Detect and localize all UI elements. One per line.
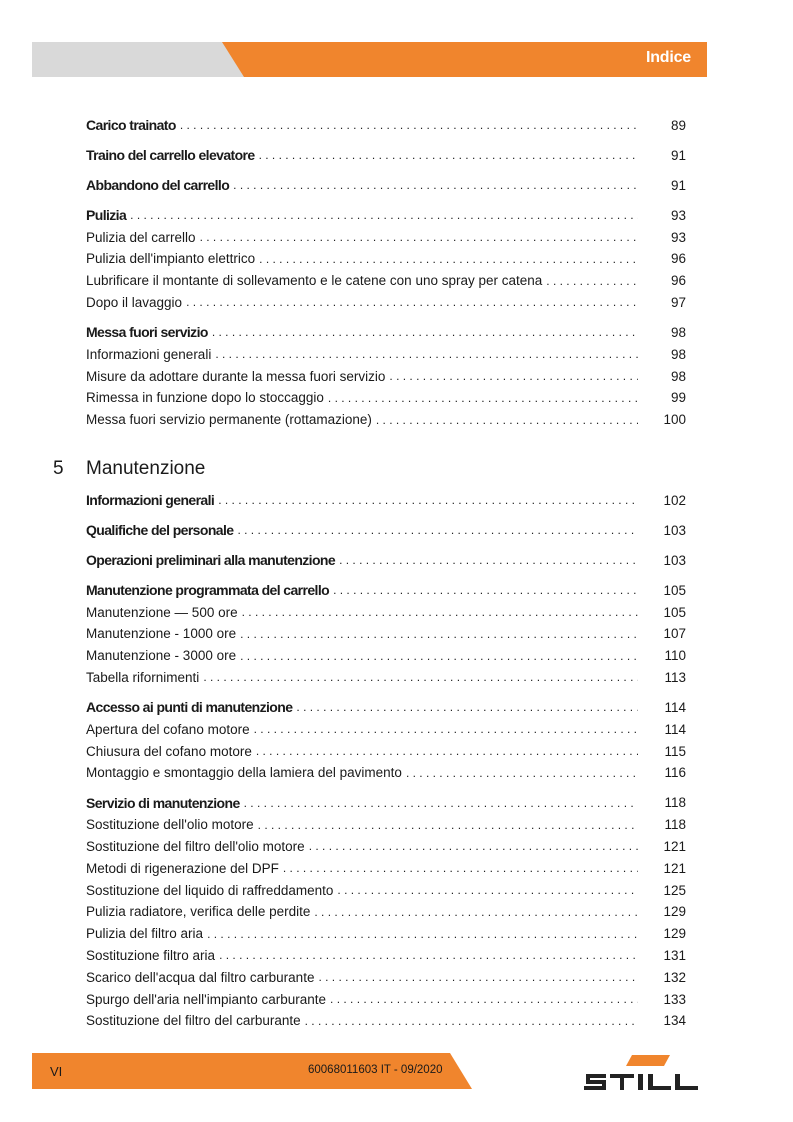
toc-entry-title: Carico trainato (86, 117, 176, 133)
toc-entry[interactable] (86, 602, 686, 622)
toc-entry-title: Scarico dell'acqua dal filtro carburante (86, 969, 315, 985)
toc-entry[interactable] (86, 550, 686, 570)
toc-leader-dots (203, 670, 638, 684)
toc-leader-dots (240, 649, 638, 663)
toc-leader-dots (337, 883, 638, 897)
still-logo (580, 1052, 708, 1092)
toc-entry-title: Rimessa in funzione dopo lo stoccaggio (86, 390, 324, 406)
toc-entry-title: Manutenzione programmata del carrello (86, 582, 330, 598)
toc-entry[interactable] (86, 249, 686, 269)
toc-entry-page: 99 (670, 390, 686, 406)
toc-entry-page: 114 (664, 699, 686, 715)
toc-entry-title: Sostituzione del filtro del carburante (86, 1013, 301, 1029)
toc-entry[interactable] (86, 175, 686, 195)
toc-leader-dots (240, 627, 638, 641)
toc-entry-title: Sostituzione dell'olio motore (86, 817, 254, 833)
toc-entry[interactable] (86, 858, 686, 878)
toc-entry-page: 125 (663, 882, 686, 898)
toc-entry-title: Traino del carrello elevatore (86, 147, 255, 163)
toc-entry[interactable] (86, 624, 686, 644)
toc-entry-title: Abbandono del carrello (86, 177, 230, 193)
toc-entry-title: Sostituzione filtro aria (86, 947, 216, 963)
toc-entry-page: 121 (663, 860, 686, 876)
toc-entry-title: Operazioni preliminari alla manutenzione (86, 552, 336, 568)
toc-leader-dots (244, 796, 638, 810)
toc-entry-title: Montaggio e smontaggio della lamiera del pavimento (86, 765, 402, 781)
toc-entry-page: 96 (670, 251, 686, 267)
toc-entry-page: 129 (663, 904, 686, 920)
toc-entry-page: 91 (670, 177, 686, 193)
toc-entry-page: 91 (670, 147, 686, 163)
toc-entry-title: Servizio di manutenzione (86, 794, 240, 811)
toc-leader-dots (314, 905, 638, 919)
toc-entry-title: Sostituzione del filtro dell'olio motore (86, 838, 305, 854)
toc-entry-title: Manutenzione - 1000 ore (86, 626, 237, 642)
toc-entry[interactable] (86, 520, 686, 540)
footer-page-number: VI (50, 1064, 63, 1079)
toc-leader-dots (283, 861, 638, 875)
toc-entry-page: 103 (663, 522, 686, 538)
toc-entry-title: Pulizia dell'impianto elettrico (86, 251, 256, 267)
header-title: Indice (645, 49, 691, 66)
toc-entry-page: 105 (663, 582, 686, 598)
toc-leader-dots (258, 818, 638, 832)
toc-entry-page: 133 (663, 991, 686, 1007)
toc-entry-page: 103 (663, 552, 686, 568)
toc-entry[interactable] (86, 1011, 686, 1031)
toc-entry-title: Pulizia del filtro aria (86, 926, 204, 942)
toc-entry-page: 98 (670, 324, 686, 340)
toc-leader-dots (389, 369, 638, 383)
toc-entry[interactable] (86, 366, 686, 386)
toc-entry[interactable] (86, 741, 686, 761)
toc-leader-dots (333, 583, 638, 597)
toc-entry-page: 121 (663, 838, 686, 854)
toc-leader-dots (215, 347, 638, 361)
toc-entry[interactable] (86, 924, 686, 944)
toc-entry-page: 96 (670, 273, 686, 289)
toc-entry-title: Lubrificare il montante di sollevamento e le catene con uno spray per catena (86, 273, 543, 289)
footer-doc-number: 60068011603 IT - 09/2020 (308, 1064, 443, 1076)
toc-entry[interactable] (86, 292, 686, 312)
toc-entry[interactable] (86, 205, 686, 225)
toc-entry-title: Qualifiche del personale (86, 522, 234, 538)
toc-entry-title: Spurgo dell'aria nell'impianto carburante (86, 991, 327, 1007)
toc-entry-page: 107 (663, 626, 686, 642)
toc-leader-dots (207, 927, 638, 941)
toc-entry[interactable] (86, 227, 686, 247)
toc-entry-page: 102 (663, 492, 686, 508)
toc-entry-page: 118 (664, 795, 686, 811)
toc-entry-title: Informazioni generali (86, 492, 215, 508)
toc-entry[interactable] (86, 388, 686, 408)
toc-leader-dots (254, 722, 638, 736)
toc-entry[interactable] (86, 271, 686, 291)
toc-leader-dots (376, 413, 638, 427)
toc-entry-page: 100 (663, 412, 686, 428)
toc-entry-page: 129 (663, 926, 686, 942)
toc-entry-page: 89 (670, 117, 686, 133)
toc-leader-dots (256, 744, 638, 758)
toc-leader-dots (180, 118, 638, 132)
toc-leader-dots (186, 295, 638, 309)
toc-entry-page: 118 (664, 817, 686, 833)
toc-leader-dots (546, 274, 638, 288)
toc-entry-title: Sostituzione del liquido di raffreddamento (86, 882, 334, 898)
toc-entry-title: Apertura del cofano motore (86, 721, 250, 737)
toc-entry-page: 97 (670, 294, 686, 310)
toc-leader-dots (328, 391, 638, 405)
toc-entry-title: Misure da adottare durante la messa fuori servizio (86, 368, 386, 384)
toc-entry-page: 116 (664, 765, 686, 781)
toc-entry[interactable] (86, 410, 686, 430)
toc-entry[interactable] (86, 880, 686, 900)
toc-leader-dots (212, 325, 638, 339)
toc-entry-page: 114 (664, 721, 686, 737)
toc-entry[interactable] (86, 945, 686, 965)
toc-leader-dots (242, 605, 638, 619)
toc-leader-dots (218, 493, 638, 507)
toc-entry-page: 98 (670, 346, 686, 362)
toc-entry-title: Chiusura del cofano motore (86, 743, 252, 759)
toc-entry-title: Accesso ai punti di manutenzione (86, 699, 293, 716)
toc-entry-title: Pulizia radiatore, verifica delle perdite (86, 904, 311, 920)
toc-leader-dots (233, 178, 638, 192)
toc-entry-page: 93 (670, 229, 686, 245)
toc-entry-title: Manutenzione — 500 ore (86, 604, 238, 620)
toc-leader-dots (259, 148, 638, 162)
toc-entry[interactable] (86, 322, 686, 342)
toc-entry-page: 105 (663, 604, 686, 620)
chapter-number: 5 (53, 458, 64, 479)
toc-entry-title: Manutenzione - 3000 ore (86, 648, 237, 664)
toc-entry[interactable] (86, 115, 686, 135)
toc-entry[interactable] (86, 646, 686, 666)
toc-entry[interactable] (86, 836, 686, 856)
toc-entry[interactable] (86, 344, 686, 364)
toc-entry-title: Dopo il lavaggio (86, 294, 183, 310)
toc-entry[interactable] (86, 719, 686, 739)
toc-leader-dots (309, 839, 638, 853)
toc-entry-page: 134 (663, 1013, 686, 1029)
toc-entry[interactable] (86, 490, 686, 510)
toc-leader-dots (406, 766, 638, 780)
toc-leader-dots (305, 1014, 638, 1028)
toc-entry[interactable] (86, 763, 686, 783)
toc-leader-dots (219, 948, 638, 962)
toc-entry[interactable] (86, 145, 686, 165)
toc-entry[interactable] (86, 815, 686, 835)
header-orange-band (222, 42, 707, 77)
toc-entry-page: 113 (664, 669, 686, 685)
toc-entry-title: Messa fuori servizio (86, 324, 208, 341)
toc-entry-title: Tabella rifornimenti (86, 669, 200, 685)
toc-leader-dots (200, 230, 638, 244)
toc-entry-title: Messa fuori servizio permanente (rottamazione) (86, 412, 372, 428)
toc-entry-page: 98 (670, 368, 686, 384)
toc-entry[interactable] (86, 989, 686, 1009)
toc-entry-page: 93 (670, 207, 686, 223)
toc-entry[interactable] (86, 967, 686, 987)
toc-leader-dots (330, 992, 638, 1006)
toc-entry-page: 110 (664, 648, 686, 664)
toc-entry[interactable] (86, 580, 686, 600)
toc-entry-page: 132 (663, 969, 686, 985)
toc-entry[interactable] (86, 697, 686, 717)
toc-entry[interactable] (86, 667, 686, 687)
toc-entry-title: Pulizia del carrello (86, 229, 196, 245)
toc-leader-dots (296, 700, 638, 714)
chapter-title: Manutenzione (86, 458, 206, 479)
toc-entry-page: 131 (663, 947, 686, 963)
toc-leader-dots (259, 252, 638, 266)
toc-leader-dots (237, 523, 638, 537)
toc-leader-dots (339, 553, 638, 567)
toc-leader-dots (318, 970, 638, 984)
toc-entry[interactable] (86, 902, 686, 922)
toc-entry-title: Pulizia (86, 207, 127, 223)
toc-leader-dots (130, 208, 638, 222)
toc-entry-page: 115 (664, 743, 686, 759)
toc-entry-title: Informazioni generali (86, 346, 212, 362)
toc-entry[interactable] (86, 793, 686, 813)
toc-entry-title: Metodi di rigenerazione del DPF (86, 860, 279, 876)
